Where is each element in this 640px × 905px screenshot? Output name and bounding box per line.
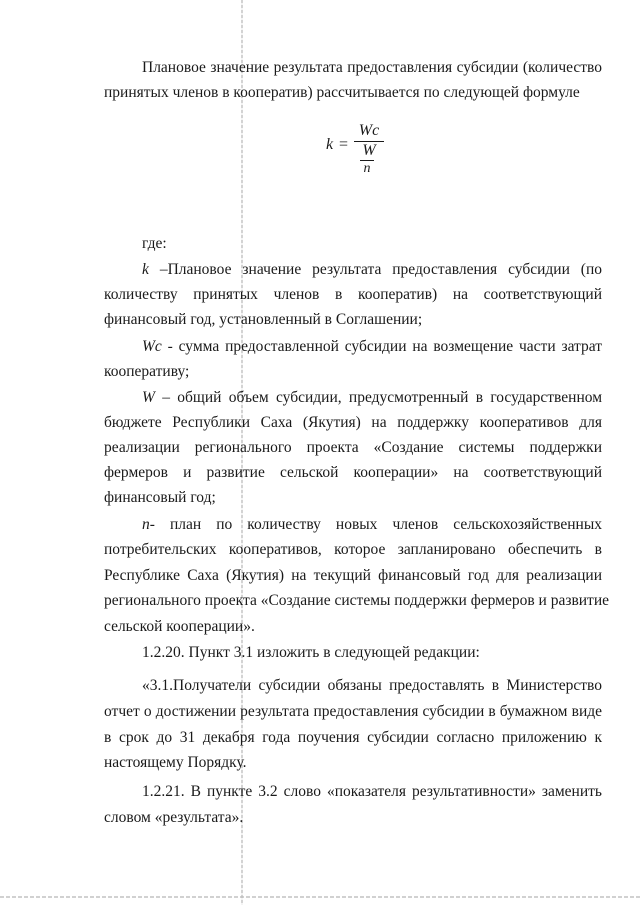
intro-line-1: Плановое значение результата предоставления субсидии (количество bbox=[142, 59, 602, 76]
def-wc-text-1: - сумма предоставленной субсидии на возмещение части затрат bbox=[167, 338, 603, 355]
def-n-line-5: сельской кооперации». bbox=[104, 618, 255, 635]
def-w-line-2: бюджете Республики Саха (Якутия) на поддержку кооперативов для bbox=[104, 414, 602, 431]
formula-lhs: k bbox=[326, 136, 334, 153]
def-wc-symbol: Wc bbox=[142, 338, 162, 355]
def-n-line-4: регионального проекта «Создание системы поддержки фермеров и развитие bbox=[104, 592, 610, 609]
def-w-line-1 bbox=[142, 388, 602, 408]
item-1-2-21-line-1: 1.2.21. В пункте 3.2 слово «показателя результативности» заменить bbox=[142, 783, 602, 800]
def-k-line-2: количеству принятых членов в кооператив) на соответствующий bbox=[104, 286, 602, 303]
def-n-line-1 bbox=[142, 515, 602, 535]
formula-denominator: W bbox=[362, 142, 376, 159]
item-3-1-line-2: отчет о достижении результата предоставления субсидии в бумажном виде bbox=[104, 703, 602, 720]
item-3-1-line-1: «3.1.Получатели субсидии обязаны предоставлять в Министерство bbox=[142, 677, 602, 694]
formula-sub-denominator: n bbox=[363, 161, 371, 176]
def-k-symbol: k bbox=[142, 261, 149, 278]
scan-bottom-edge bbox=[0, 896, 640, 898]
where-label: где: bbox=[142, 235, 167, 252]
def-n-symbol: n- bbox=[142, 516, 155, 533]
def-w-text-1: – общий объем субсидии, предусмотренный в государственном bbox=[162, 389, 603, 406]
formula bbox=[326, 122, 396, 182]
item-1-2-20: 1.2.20. Пункт 3.1 изложить в следующей редакции: bbox=[142, 644, 480, 661]
def-w-line-4: фермеров и развитие сельской кооперации» на соответствующий bbox=[104, 464, 602, 481]
formula-numerator: Wc bbox=[358, 122, 380, 139]
def-w-line-3: реализации регионального проекта «Создание системы поддержки bbox=[104, 439, 602, 456]
def-w-line-5: финансовый год; bbox=[104, 489, 216, 506]
def-n-line-3: Республике Саха (Якутия) на текущий финансовый год для реализации bbox=[104, 567, 602, 584]
def-wc-line-2: кооперативу; bbox=[104, 363, 190, 380]
def-n-line-2: потребительских кооперативов, которое запланировано обеспечить в bbox=[104, 541, 602, 558]
intro-line-2: принятых членов в кооператив) рассчитывается по следующей формуле bbox=[104, 84, 580, 101]
formula-equals: = bbox=[339, 136, 349, 153]
def-w-symbol: W bbox=[142, 389, 155, 406]
def-n-text-1: план по количеству новых членов сельскохозяйственных bbox=[169, 516, 602, 533]
def-wc-line-1 bbox=[142, 337, 602, 357]
item-3-1-line-4: настоящему Порядку. bbox=[104, 754, 247, 771]
item-1-2-21-line-2: словом «результата». bbox=[104, 809, 244, 826]
item-3-1-line-3: в срок до 31 декабря года поучения субсидии согласно приложению к bbox=[104, 729, 602, 746]
def-k-line-3: финансовый год, установленный в Соглашении; bbox=[104, 311, 423, 328]
def-k-text-1: –Плановое значение результата предоставления субсидии (по bbox=[159, 261, 603, 278]
def-k-line-1 bbox=[142, 260, 602, 280]
